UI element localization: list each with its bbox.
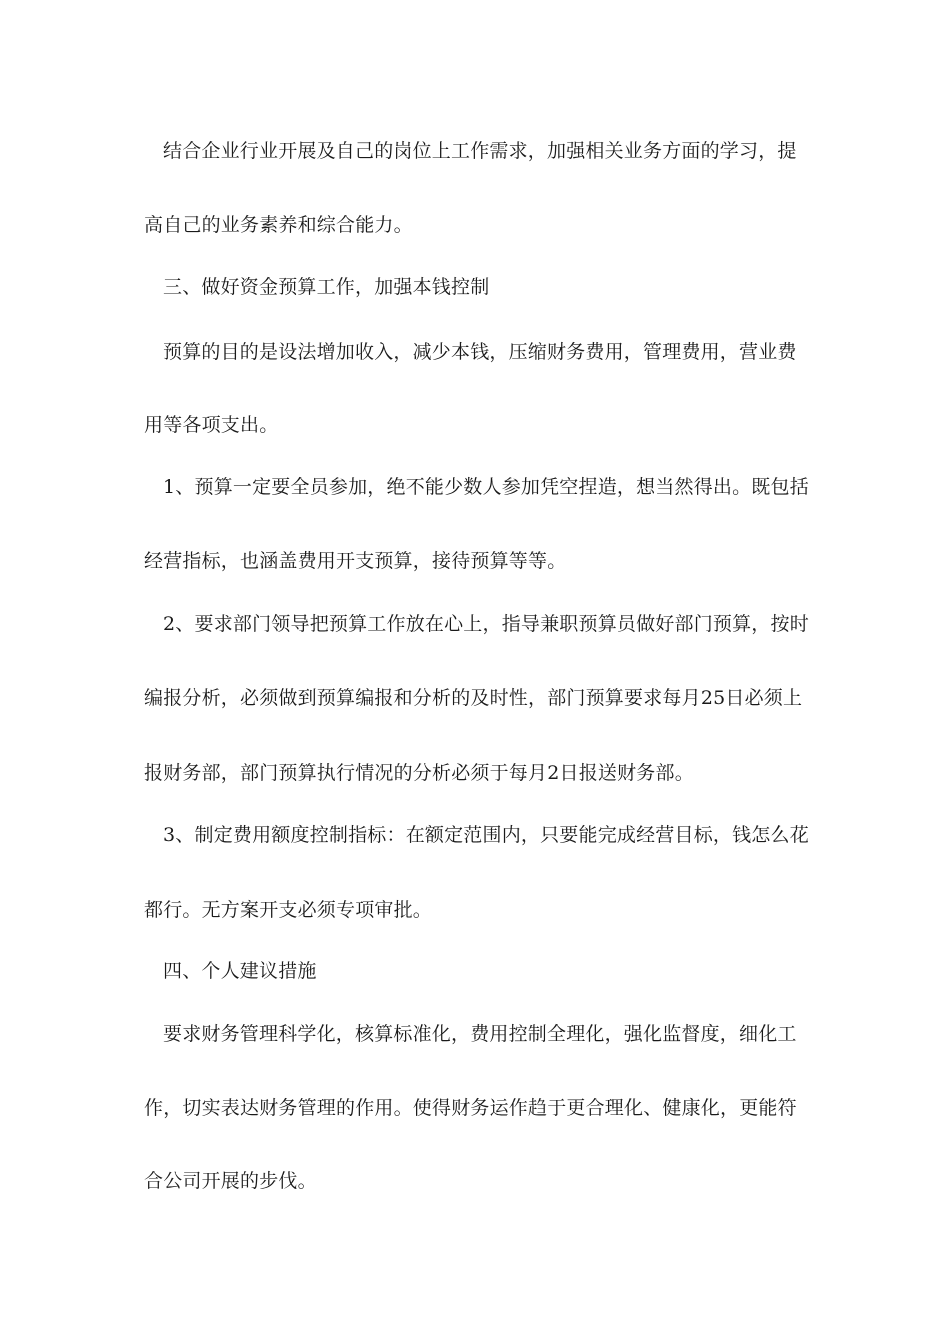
list-item-text: 、要求部门领导把预算工作放在心上，指导兼职预算员做好部门预算，按时 xyxy=(175,613,809,635)
list-item-line xyxy=(163,822,843,848)
paragraph-line: 结合企业行业开展及自己的岗位上工作需求，加强相关业务方面的学习，提 xyxy=(163,140,797,162)
list-item-number: 1 xyxy=(163,476,176,498)
paragraph-line: 要求财务管理科学化，核算标准化，费用控制全理化，强化监督度，细化工 xyxy=(163,1023,797,1045)
list-item-text: 日必须上 xyxy=(725,687,803,709)
paragraph-line: 高自己的业务素养和综合能力。 xyxy=(144,214,413,236)
list-item-text: 、制定费用额度控制指标：在额定范围内，只要能完成经营目标，钱怎么花 xyxy=(175,824,809,846)
list-item-text: 编报分析，必须做到预算编报和分析的及时性，部门预算要求每月 xyxy=(144,687,701,709)
list-item-line xyxy=(163,474,843,500)
paragraph-line: 合公司开展的步伐。 xyxy=(144,1170,317,1192)
section-heading: 四、个人建议措施 xyxy=(163,960,317,982)
paragraph-line: 作，切实表达财务管理的作用。使得财务运作趋于更合理化、健康化，更能符 xyxy=(144,1097,797,1119)
list-item-line: 都行。无方案开支必须专项审批。 xyxy=(144,899,433,921)
list-item-line xyxy=(144,760,824,786)
list-item-number: 2 xyxy=(163,613,176,635)
list-item-text: 报财务部，部门预算执行情况的分析必须于每月 xyxy=(144,762,548,784)
paragraph-line: 用等各项支出。 xyxy=(144,414,279,436)
section-heading: 三、做好资金预算工作，加强本钱控制 xyxy=(163,276,490,298)
inline-number: 25 xyxy=(700,687,726,709)
list-item-line: 经营指标，也涵盖费用开支预算，接待预算等等。 xyxy=(144,550,567,572)
list-item-text: 日报送财务部。 xyxy=(559,762,694,784)
list-item-text: 、预算一定要全员参加，绝不能少数人参加凭空捏造，想当然得出。既包括 xyxy=(175,476,809,498)
paragraph-line: 预算的目的是设法增加收入，减少本钱，压缩财务费用，管理费用，营业费 xyxy=(163,341,797,363)
list-item-number: 3 xyxy=(163,824,176,846)
list-item-line xyxy=(163,611,843,637)
inline-number: 2 xyxy=(547,762,560,784)
list-item-line xyxy=(144,685,824,711)
